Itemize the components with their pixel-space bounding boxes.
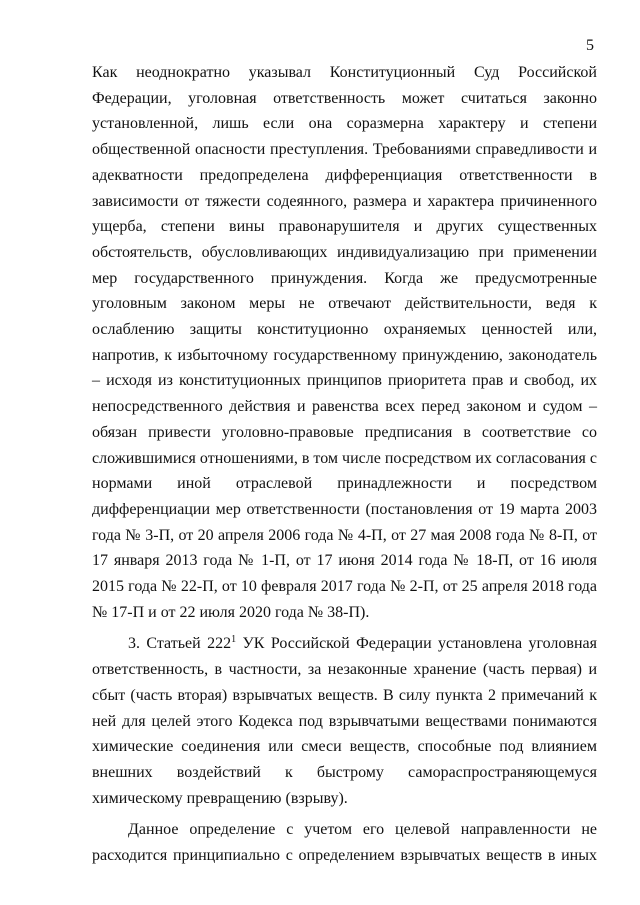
article-reference: 3. Статьей 222	[128, 635, 232, 653]
document-body	[92, 60, 597, 869]
page-number: 5	[586, 37, 594, 54]
paragraph-definition: Данное определение с учетом его целевой направленности не расходится принципиально с определением взрывчатых веществ в иных	[92, 821, 597, 865]
article-superscript: 1	[231, 634, 237, 646]
paragraph-constitutional-court: Как неоднократно указывал Конституционный Суд Российской Федерации, уголовная ответственность может считаться законно установленной, лишь если она соразмерна характеру и степени общественной опасности преступления. Требованиями справедливости и адекватности предопределена дифференциация ответственности в зависимости от тяжести содеянного, размера и характера причиненного ущерба, степени вины правонарушителя и других существенных обстоятельств, обусловливающих индивидуализацию при применении мер государственного принуждения. Когда же предусмотренные уголовным законом меры не отвечают действительности, ведя к ослаблению защиты конституционно охраняемых ценностей или, напротив, к избыточному государственному принуждению, законодатель – исходя из конституционных принципов приоритета прав и свобод, их непосредственного действия и равенства всех перед законом и судом – обязан привести уголовно-правовые предписания в соответствие со сложившимися отношениями, в том числе посредством их согласования с нормами иной отраслевой принадлежности и посредством дифференциации мер ответственности (постановления от 19 марта 2003 года № 3-П, от 20 апреля 2006 года № 4-П, от 27 мая 2008 года № 8-П, от 17 января 2013 года № 1-П, от 17 июня 2014 года № 18-П, от 16 июля 2015 года № 22-П, от 10 февраля 2017 года № 2-П, от 25 апреля 2018 года № 17-П и от 22 июля 2020 года № 38-П).	[92, 64, 597, 621]
paragraph-article-222	[92, 631, 597, 811]
article-text: УК Российской Федерации установлена уголовная ответственность, в частности, за незаконные хранение (часть первая) и сбыт (часть вторая) взрывчатых веществ. В силу пункта 2 примечаний к ней для целей этого Кодекса под взрывчатыми веществами понимаются химические соединения или смеси веществ, способные под влиянием внешних воздействий к быстрому самораспространяющемуся химическому превращению (взрыву).	[92, 635, 597, 807]
